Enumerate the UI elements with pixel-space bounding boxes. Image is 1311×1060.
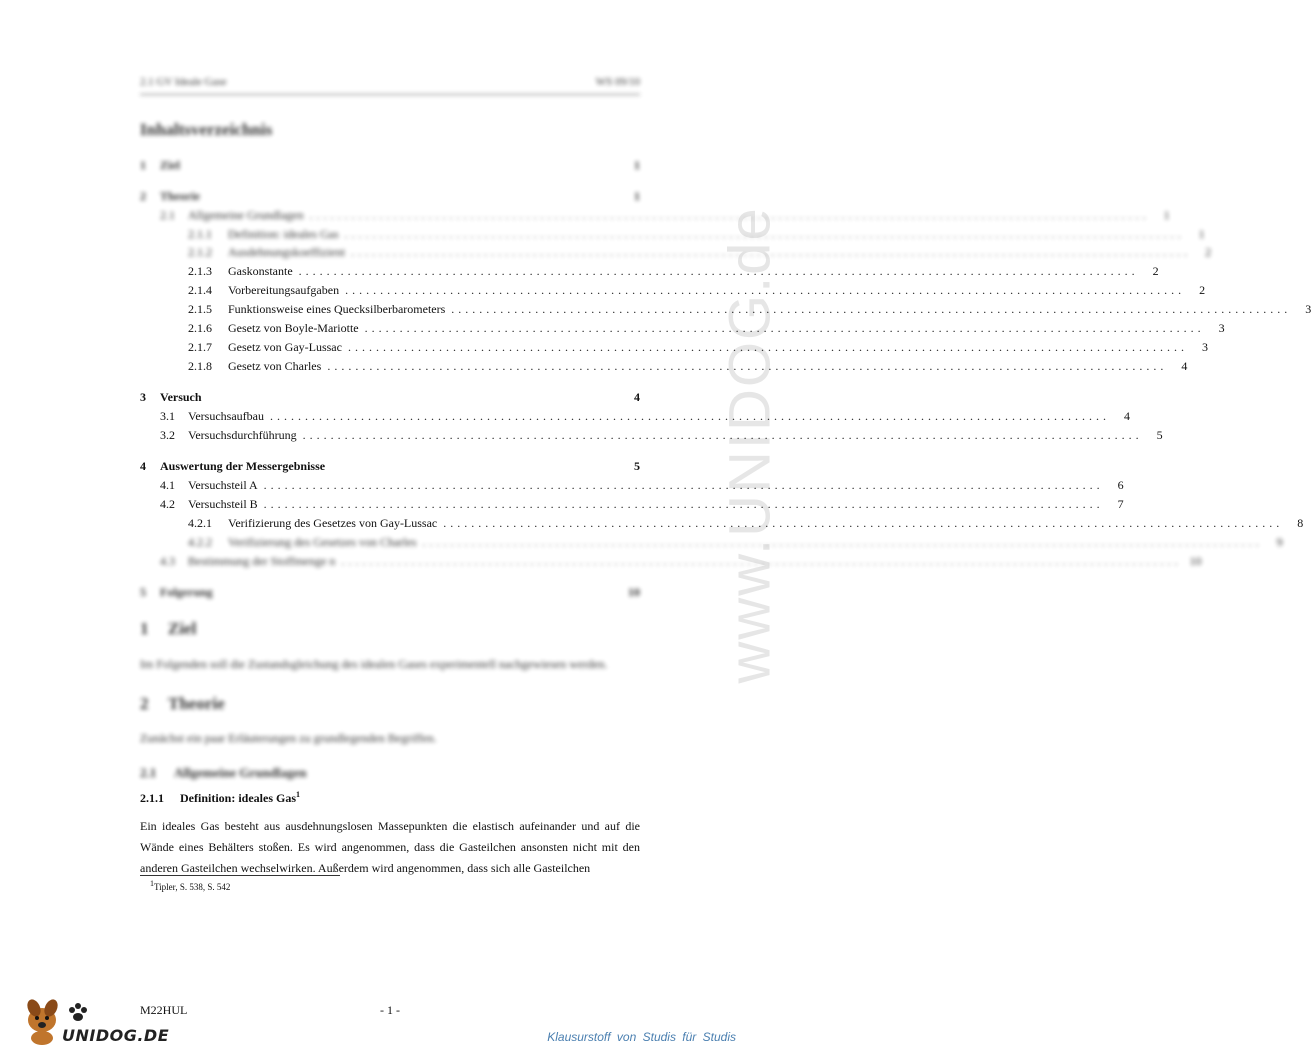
- section-heading-theorie: 2 Theorie: [140, 694, 225, 713]
- toc-entry[interactable]: [140, 388, 640, 406]
- toc-entry[interactable]: [140, 495, 1124, 513]
- toc-entry[interactable]: [140, 407, 1130, 425]
- toc-entry-page: 5: [1156, 428, 1163, 442]
- toc-entry-title: Ausdehnungskoeffizient: [228, 245, 346, 259]
- toc-entry-number: 4.1: [160, 478, 175, 492]
- footnote-rule: [140, 875, 340, 876]
- section-text-ziel: Im Folgenden soll die Zustandsgleichung des idealen Gases experimentell nachgewiesen werden.: [140, 657, 608, 671]
- toc-entry-number: 2.1.7: [188, 340, 212, 354]
- toc-entry[interactable]: [140, 281, 1206, 299]
- toc-entry[interactable]: [140, 300, 1311, 318]
- footnote-mark: 1: [296, 790, 300, 799]
- toc-entry-title: Gesetz von Charles: [228, 359, 322, 373]
- toc-leader-dots: ........................................................................................................................: [263, 478, 1104, 492]
- toc-entry-number: 4.3: [160, 554, 175, 568]
- section-heading-ziel: 1 Ziel: [140, 619, 197, 638]
- toc-entry-number: 4: [140, 459, 146, 473]
- toc-entry-title: Versuchsteil B: [188, 497, 258, 511]
- toc-entry[interactable]: [140, 476, 1124, 494]
- toc-entry[interactable]: [140, 583, 640, 601]
- toc-entry-title: Versuchsdurchführung: [188, 428, 297, 442]
- toc-entry-page: 1: [634, 158, 640, 172]
- toc-entry-number: 2.1.4: [188, 283, 212, 297]
- toc-entry[interactable]: [140, 156, 640, 174]
- toc-entry-number: 1: [140, 158, 146, 172]
- footer-code: M22HUL: [140, 1003, 188, 1017]
- toc-entry[interactable]: [140, 552, 1202, 570]
- watermark: www.UNIDOG.de: [717, 206, 783, 684]
- toc-entry-title: Vorbereitungsaufgaben: [228, 283, 340, 297]
- toc-entry-page: 2: [1205, 245, 1212, 259]
- subsubsection-heading-definition: 2.1.1 Definition: ideales Gas$^1$: [140, 790, 300, 805]
- toc-entry-title: Versuchsaufbau: [188, 409, 264, 423]
- toc-entry-page: 3: [1305, 302, 1311, 316]
- header-left: 2.1 GV Ideale Gase: [140, 76, 227, 88]
- toc-leader-dots: ........................................................................................................................: [327, 359, 1168, 373]
- logo-wordmark: UNIDOG.DE: [62, 1026, 170, 1045]
- toc-entry-number: 2.1.5: [188, 302, 212, 316]
- toc-entry-page: 7: [1117, 497, 1124, 511]
- toc-entry-number: 2.1.8: [188, 359, 212, 373]
- toc-entry-page: 5: [634, 459, 640, 473]
- toc-leader-dots: ........................................................................................................................: [451, 302, 1292, 316]
- toc-entry-number: 4.2.2: [188, 535, 212, 549]
- toc-entry-page: 3: [1218, 321, 1225, 335]
- toc-leader-dots: ........................................................................................................................: [347, 340, 1188, 354]
- toc-entry-number: 2.1.2: [188, 245, 212, 259]
- toc-entry-title: Folgerung: [160, 585, 213, 599]
- toc-entry-title: Verifizierung des Gesetzes von Gay-Lussac: [228, 516, 438, 530]
- toc-leader-dots: ........................................................................................................................: [351, 245, 1192, 259]
- toc-entry-title: Funktionsweise eines Quecksilberbarometers: [228, 302, 446, 316]
- footer-page-number: - 1 -: [380, 1003, 400, 1017]
- toc-leader-dots: ........................................................................................................................: [364, 321, 1205, 335]
- toc-entry[interactable]: [140, 225, 1205, 243]
- toc-entry-number: 3.2: [160, 428, 175, 442]
- toc-entry-page: 6: [1117, 478, 1124, 492]
- toc-leader-dots: ........................................................................................................................: [422, 535, 1263, 549]
- toc-entry-page: 1: [1198, 227, 1205, 241]
- toc-entry[interactable]: [140, 457, 640, 475]
- toc-leader-dots: ........................................................................................................................: [443, 516, 1284, 530]
- subsection-heading-allgemein: 2.1 Allgemeine Grundlagen: [140, 765, 307, 780]
- page-header: [140, 76, 640, 95]
- toc-entry-title: Gesetz von Boyle-Mariotte: [228, 321, 359, 335]
- toc-entry[interactable]: [140, 514, 1304, 532]
- toc-leader-dots: ........................................................................................................................: [309, 208, 1150, 222]
- toc-entry-title: Gesetz von Gay-Lussac: [228, 340, 342, 354]
- toc-leader-dots: ........................................................................................................................: [341, 554, 1182, 568]
- toc-entry-page: 4: [1181, 359, 1188, 373]
- toc-entry[interactable]: [140, 357, 1188, 375]
- toc-leader-dots: ........................................................................................................................: [269, 409, 1110, 423]
- toc-title: Inhaltsverzeichnis: [140, 120, 273, 139]
- footnote: $^1$Tipler, S. 538, S. 542: [150, 879, 231, 892]
- toc-entry-page: 3: [1201, 340, 1208, 354]
- header-right: WS 09/10: [595, 76, 640, 88]
- toc-leader-dots: ........................................................................................................................: [298, 264, 1139, 278]
- toc-entry-number: 3.1: [160, 409, 175, 423]
- toc-entry-number: 4.2: [160, 497, 175, 511]
- toc-entry-page: 1: [634, 189, 640, 203]
- toc-entry-number: 2.1.1: [188, 227, 212, 241]
- toc-leader-dots: ........................................................................................................................: [263, 497, 1104, 511]
- toc-entry-page: 2: [1152, 264, 1159, 278]
- toc-leader-dots: ........................................................................................................................: [345, 283, 1186, 297]
- toc-entry[interactable]: [140, 187, 640, 205]
- toc-entry-number: 2.1: [160, 208, 175, 222]
- toc-entry-number: 2.1.6: [188, 321, 212, 335]
- toc-entry-page: 4: [634, 390, 640, 404]
- toc-entry[interactable]: [140, 243, 1212, 261]
- toc-leader-dots: ........................................................................................................................: [344, 227, 1185, 241]
- toc-entry-page: 9: [1276, 535, 1283, 549]
- toc-entry-page: 8: [1297, 516, 1304, 530]
- toc-leader-dots: ........................................................................................................................: [302, 428, 1143, 442]
- toc-entry-page: 2: [1199, 283, 1206, 297]
- toc-entry-title: Versuchsteil A: [188, 478, 258, 492]
- toc-entry-page: 4: [1123, 409, 1130, 423]
- toc-entry-title: Definition: ideales Gas: [228, 227, 339, 241]
- toc-entry-page: 10: [1189, 554, 1202, 568]
- toc-entry[interactable]: [140, 262, 1159, 280]
- toc-entry-title: Ziel: [160, 158, 180, 172]
- toc-entry-number: 3: [140, 390, 146, 404]
- toc-entry[interactable]: [140, 319, 1225, 337]
- toc-entry-number: 4.2.1: [188, 516, 212, 530]
- toc-entry[interactable]: [140, 206, 1170, 224]
- toc-entry[interactable]: [140, 338, 1208, 356]
- toc-entry-title: Bestimmung der Stoffmenge n: [188, 554, 336, 568]
- toc-entry-number: 2.1.3: [188, 264, 212, 278]
- toc-entry-title: Versuch: [160, 390, 202, 404]
- toc-entry-title: Theorie: [160, 189, 200, 203]
- toc-entry-number: 5: [140, 585, 146, 599]
- toc-entry-title: Allgemeine Grundlagen: [188, 208, 304, 222]
- toc-entry-page: 1: [1163, 208, 1170, 222]
- toc-entry-title: Auswertung der Messergebnisse: [160, 459, 326, 473]
- toc-entry[interactable]: [140, 533, 1283, 551]
- tagline: Klausurstoff von Studis für Studis: [547, 1030, 736, 1044]
- toc-entry[interactable]: [140, 426, 1163, 444]
- toc-entry-number: 2: [140, 189, 146, 203]
- toc-entry-title: Gaskonstante: [228, 264, 293, 278]
- definition-paragraph: Ein ideales Gas besteht aus ausdehnungslosen Massepunkten die elastisch aufeinander und auf die Wände eines Behälters stoßen. Es wird angenommen, dass die Gasteilchen ansonsten nicht mit den anderen Gasteilchen wechselwirken. Außerdem wird angenommen, dass sich alle Gasteilchen: [140, 819, 640, 875]
- section-text-theorie: Zunächst ein paar Erläuterungen zu grundlegenden Begriffen.: [140, 731, 437, 745]
- toc-entry-page: 10: [628, 585, 640, 599]
- toc-entry-title: Verifizierung des Gesetzes von Charles: [228, 535, 417, 549]
